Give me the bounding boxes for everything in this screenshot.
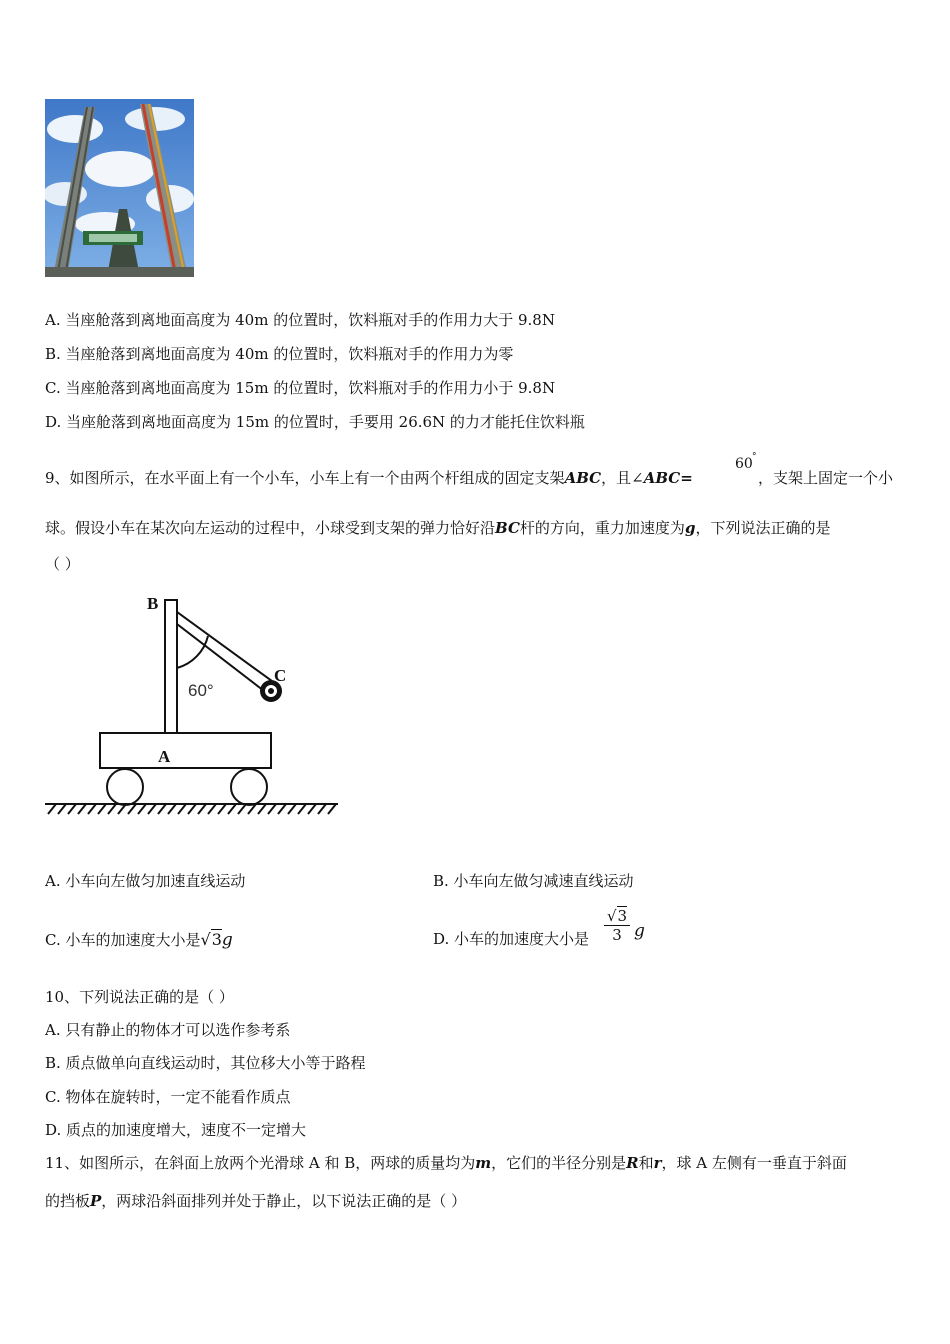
q9-option-d-num: 3 — [617, 907, 628, 925]
q9-option-c-radicand: 3 — [211, 930, 222, 949]
q11-m: m — [475, 1154, 492, 1172]
q11-text: ，它们的半径分别是 — [491, 1154, 627, 1172]
q11-p: P — [90, 1192, 102, 1210]
radical-sign: √ — [200, 930, 211, 949]
label-c: C — [274, 666, 287, 685]
q11-text: 11、如图所示，在斜面上放两个光滑球 A 和 B，两球的质量均为 — [45, 1154, 476, 1172]
q11-stem-line2 — [45, 1191, 466, 1211]
q9-option-a: A. 小车向左做匀加速直线运动 — [45, 872, 246, 890]
q9-option-b: B. 小车向左做匀减速直线运动 — [433, 872, 634, 890]
q10-stem: 10、下列说法正确的是（ ） — [45, 988, 234, 1006]
radical-sign: √ — [606, 907, 617, 925]
q8-option-d: D. 当座舱落到离地面高度为 15m 的位置时，手要用 26.6N 的力才能托住饮料瓶 — [45, 413, 585, 431]
q9-option-c-g: g — [221, 930, 233, 950]
vertical-pole — [165, 600, 177, 733]
q9-stem-line1-end: ，支架上固定一个小 — [758, 469, 894, 487]
q11-stem-line1 — [45, 1153, 847, 1173]
q11-r1: R — [626, 1154, 639, 1172]
q9-abc2: ABC= — [643, 469, 693, 487]
q10-option-b: B. 质点做单向直线运动时，其位移大小等于路程 — [45, 1054, 366, 1072]
right-wheel — [231, 769, 267, 805]
q9-degree-mark: ° — [752, 452, 757, 462]
cart-body — [100, 733, 271, 768]
fraction-numerator — [604, 906, 630, 926]
q10-option-d: D. 质点的加速度增大，速度不一定增大 — [45, 1121, 307, 1139]
label-b: B — [147, 594, 159, 613]
q11-text: 和 — [638, 1154, 654, 1172]
ball-core — [268, 688, 274, 694]
q9-cart-figure — [40, 590, 345, 820]
q9-option-c — [45, 929, 233, 950]
ground-hatching — [48, 804, 336, 814]
cart-diagram — [40, 590, 345, 820]
q9-stem-line1 — [45, 468, 693, 488]
angle-label: 60° — [188, 681, 214, 700]
q10-option-a: A. 只有静止的物体才可以选作参考系 — [45, 1021, 291, 1039]
q9-g: g — [684, 519, 696, 537]
drop-tower-illustration — [45, 99, 194, 277]
q9-bc: BC — [495, 519, 520, 537]
q11-text: 的挡板 — [45, 1192, 91, 1210]
q11-text: ，两球沿斜面排列并处于静止，以下说法正确的是（ ） — [101, 1192, 467, 1210]
q9-option-d-den: 3 — [612, 926, 622, 944]
q9-option-d-g: g — [634, 921, 645, 941]
q9-text: ，且∠ — [601, 469, 644, 487]
q10-option-c: C. 物体在旋转时，一定不能看作质点 — [45, 1088, 291, 1106]
q9-option-c-text: C. 小车的加速度大小是 — [45, 931, 201, 949]
q11-r2: r — [653, 1154, 662, 1172]
q8-option-c: C. 当座舱落到离地面高度为 15m 的位置时，饮料瓶对手的作用力小于 9.8N — [45, 379, 556, 397]
q9-text: ，下列说法正确的是 — [695, 519, 831, 537]
q9-option-d-fraction — [604, 906, 630, 944]
q9-abc: ABC — [564, 469, 602, 487]
q9-stem-line2 — [45, 518, 830, 538]
drop-tower-photo — [45, 99, 194, 277]
q11-text: ，球 A 左侧有一垂直于斜面 — [661, 1154, 847, 1172]
q8-option-b: B. 当座舱落到离地面高度为 40m 的位置时，饮料瓶对手的作用力为零 — [45, 345, 514, 363]
q9-angle-value: 60 — [735, 456, 753, 472]
left-wheel — [107, 769, 143, 805]
q9-text: 9、如图所示，在水平面上有一个小车，小车上有一个由两个杆组成的固定支架 — [45, 469, 565, 487]
label-a: A — [158, 747, 171, 766]
q9-text: 球。假设小车在某次向左运动的过程中，小球受到支架的弹力恰好沿 — [45, 519, 496, 537]
q9-answer-paren: （ ） — [45, 555, 80, 573]
q8-option-a: A. 当座舱落到离地面高度为 40m 的位置时，饮料瓶对手的作用力大于 9.8N — [45, 311, 555, 329]
q9-text: 杆的方向，重力加速度为 — [519, 519, 685, 537]
q9-option-d-text: D. 小车的加速度大小是 — [433, 930, 590, 948]
